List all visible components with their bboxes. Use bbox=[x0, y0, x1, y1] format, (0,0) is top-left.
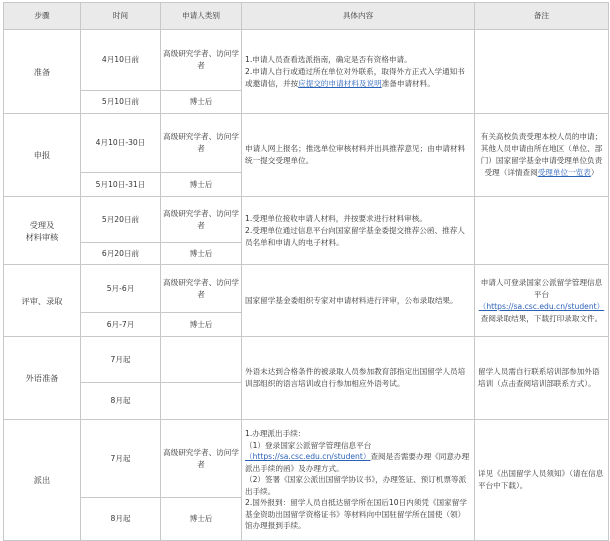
header-time: 时间 bbox=[81, 3, 161, 30]
time-cell: 8月起 bbox=[81, 383, 161, 420]
notes-cell: 留学人员需自行联系培训部参加外语培训（点击查阅培训部联系方式）。 bbox=[475, 337, 609, 420]
platform-link[interactable]: （https://sa.csc.edu.cn/student） bbox=[245, 452, 371, 462]
category-cell: 博士后 bbox=[161, 91, 242, 114]
table-row bbox=[4, 197, 609, 243]
table-row bbox=[4, 337, 609, 383]
content-line: 1.申请人员查看选派指南，确定是否有资格申请。 bbox=[245, 54, 412, 64]
category-cell bbox=[161, 383, 242, 420]
step-cell: 评审、录取 bbox=[4, 265, 81, 337]
table-row bbox=[4, 265, 609, 313]
acceptance-units-link[interactable]: 受理单位一览表 bbox=[537, 168, 591, 177]
header-category: 申请人类别 bbox=[161, 3, 242, 30]
content-line: （2）签署《国家公派出国留学协议书》，办理签证、预订机票等派出手续。 bbox=[245, 475, 467, 496]
notes-cell bbox=[475, 265, 609, 337]
step-cell: 准备 bbox=[4, 30, 81, 114]
time-cell: 7月起 bbox=[81, 420, 161, 498]
time-cell: 6月-7月 bbox=[81, 313, 161, 337]
content-cell bbox=[242, 30, 475, 114]
content-line: 2.受理单位通过信息平台向国家留学基金委提交推荐公函、推荐人员名单和申请人的电子材料。 bbox=[245, 225, 465, 247]
notes-cell bbox=[475, 197, 609, 265]
content-line: 1.办理派出手续： bbox=[245, 429, 306, 439]
header-content: 具体内容 bbox=[242, 3, 475, 30]
step-cell: 申报 bbox=[4, 114, 81, 197]
notes-cell bbox=[475, 114, 609, 197]
table-row bbox=[4, 30, 609, 91]
note-line: 申请人可登录国家公派留学管理信息平台 bbox=[480, 277, 603, 299]
notes-cell: 详见《出国留学人员须知》（请在信息平台中下载）。 bbox=[475, 420, 609, 541]
category-cell: 高级研究学者、访问学者 bbox=[161, 265, 242, 313]
category-cell: 博士后 bbox=[161, 243, 242, 265]
header-notes: 备注 bbox=[475, 3, 609, 30]
content-line bbox=[245, 451, 471, 474]
note-text: 有关高校负责受理本校人员的申请；其他人员申请由所在地区（单位、部门）国家留学基金申请受理单位负责受理（详情查阅 bbox=[480, 132, 603, 177]
content-line bbox=[245, 66, 471, 90]
step-cell bbox=[4, 197, 81, 265]
content-line: 1.受理单位接收申请人材料，并按要求进行材料审核。 bbox=[245, 213, 427, 223]
schedule-table bbox=[3, 2, 609, 541]
content-cell: 外语未达到合格条件的被录取人员参加教育部指定出国留学人员培训部组织的语言培训或自行参加相应外语考试。 bbox=[242, 337, 475, 420]
content-text: 2.申请人自行或通过所在单位对外联系，取得外方正式入学通知书或邀请信，并按 bbox=[245, 66, 465, 88]
content-cell: 国家留学基金委组织专家对申请材料进行评审，公布录取结果。 bbox=[242, 265, 475, 337]
time-cell: 5月10日前 bbox=[81, 91, 161, 114]
time-cell: 4月10日前 bbox=[81, 30, 161, 91]
content-cell bbox=[242, 420, 475, 541]
time-cell: 5月10日-31日 bbox=[81, 173, 161, 197]
step-line: 受理及 bbox=[29, 219, 55, 230]
category-cell: 高级研究学者、访问学者 bbox=[161, 30, 242, 91]
table-row bbox=[4, 114, 609, 173]
content-line: 2.国外报到：留学人员自抵达留学所在国后10日内须凭《国家留学基金资助出国留学资格证书》等材料向中国驻留学所在国使（领）馆办理报到手续。 bbox=[245, 498, 467, 531]
category-cell bbox=[161, 337, 242, 383]
category-cell: 高级研究学者、访问学者 bbox=[161, 420, 242, 498]
time-cell: 6月20日前 bbox=[81, 243, 161, 265]
step-cell: 外语准备 bbox=[4, 337, 81, 420]
category-cell: 博士后 bbox=[161, 313, 242, 337]
header-step: 步骤 bbox=[4, 3, 81, 30]
time-cell: 8月起 bbox=[81, 498, 161, 541]
content-line: （1）登录国家公派留学管理信息平台 bbox=[245, 440, 372, 450]
notes-cell bbox=[475, 30, 609, 114]
note-text: ） bbox=[590, 168, 599, 177]
category-cell: 高级研究学者、访问学者 bbox=[161, 114, 242, 173]
content-cell: 申请人网上报名；推选单位审核材料并出具推荐意见；由申请材料统一提交受理单位。 bbox=[242, 114, 475, 197]
category-cell: 博士后 bbox=[161, 498, 242, 541]
table-row bbox=[4, 420, 609, 498]
time-cell: 5月20日前 bbox=[81, 197, 161, 243]
step-cell: 派出 bbox=[4, 420, 81, 541]
header-row bbox=[4, 3, 609, 30]
materials-link[interactable]: 应提交的申请材料及说明 bbox=[298, 78, 382, 88]
time-cell: 7月起 bbox=[81, 337, 161, 383]
platform-link[interactable]: （https://sa.csc.edu.cn/student） bbox=[478, 301, 605, 311]
note-line: 查阅录取结果，下载打印录取文件。 bbox=[480, 313, 603, 323]
content-cell bbox=[242, 197, 475, 265]
time-cell: 4月10日-30日 bbox=[81, 114, 161, 173]
category-cell: 博士后 bbox=[161, 173, 242, 197]
step-line: 材料审核 bbox=[25, 231, 59, 242]
category-cell: 高级研究学者、访问学者 bbox=[161, 197, 242, 243]
time-cell: 5月-6月 bbox=[81, 265, 161, 313]
content-text: 准备申请材料。 bbox=[381, 78, 435, 88]
content-text: 查阅是否需要办理《同意办理派出手续的函》及办理方式。 bbox=[245, 452, 470, 473]
